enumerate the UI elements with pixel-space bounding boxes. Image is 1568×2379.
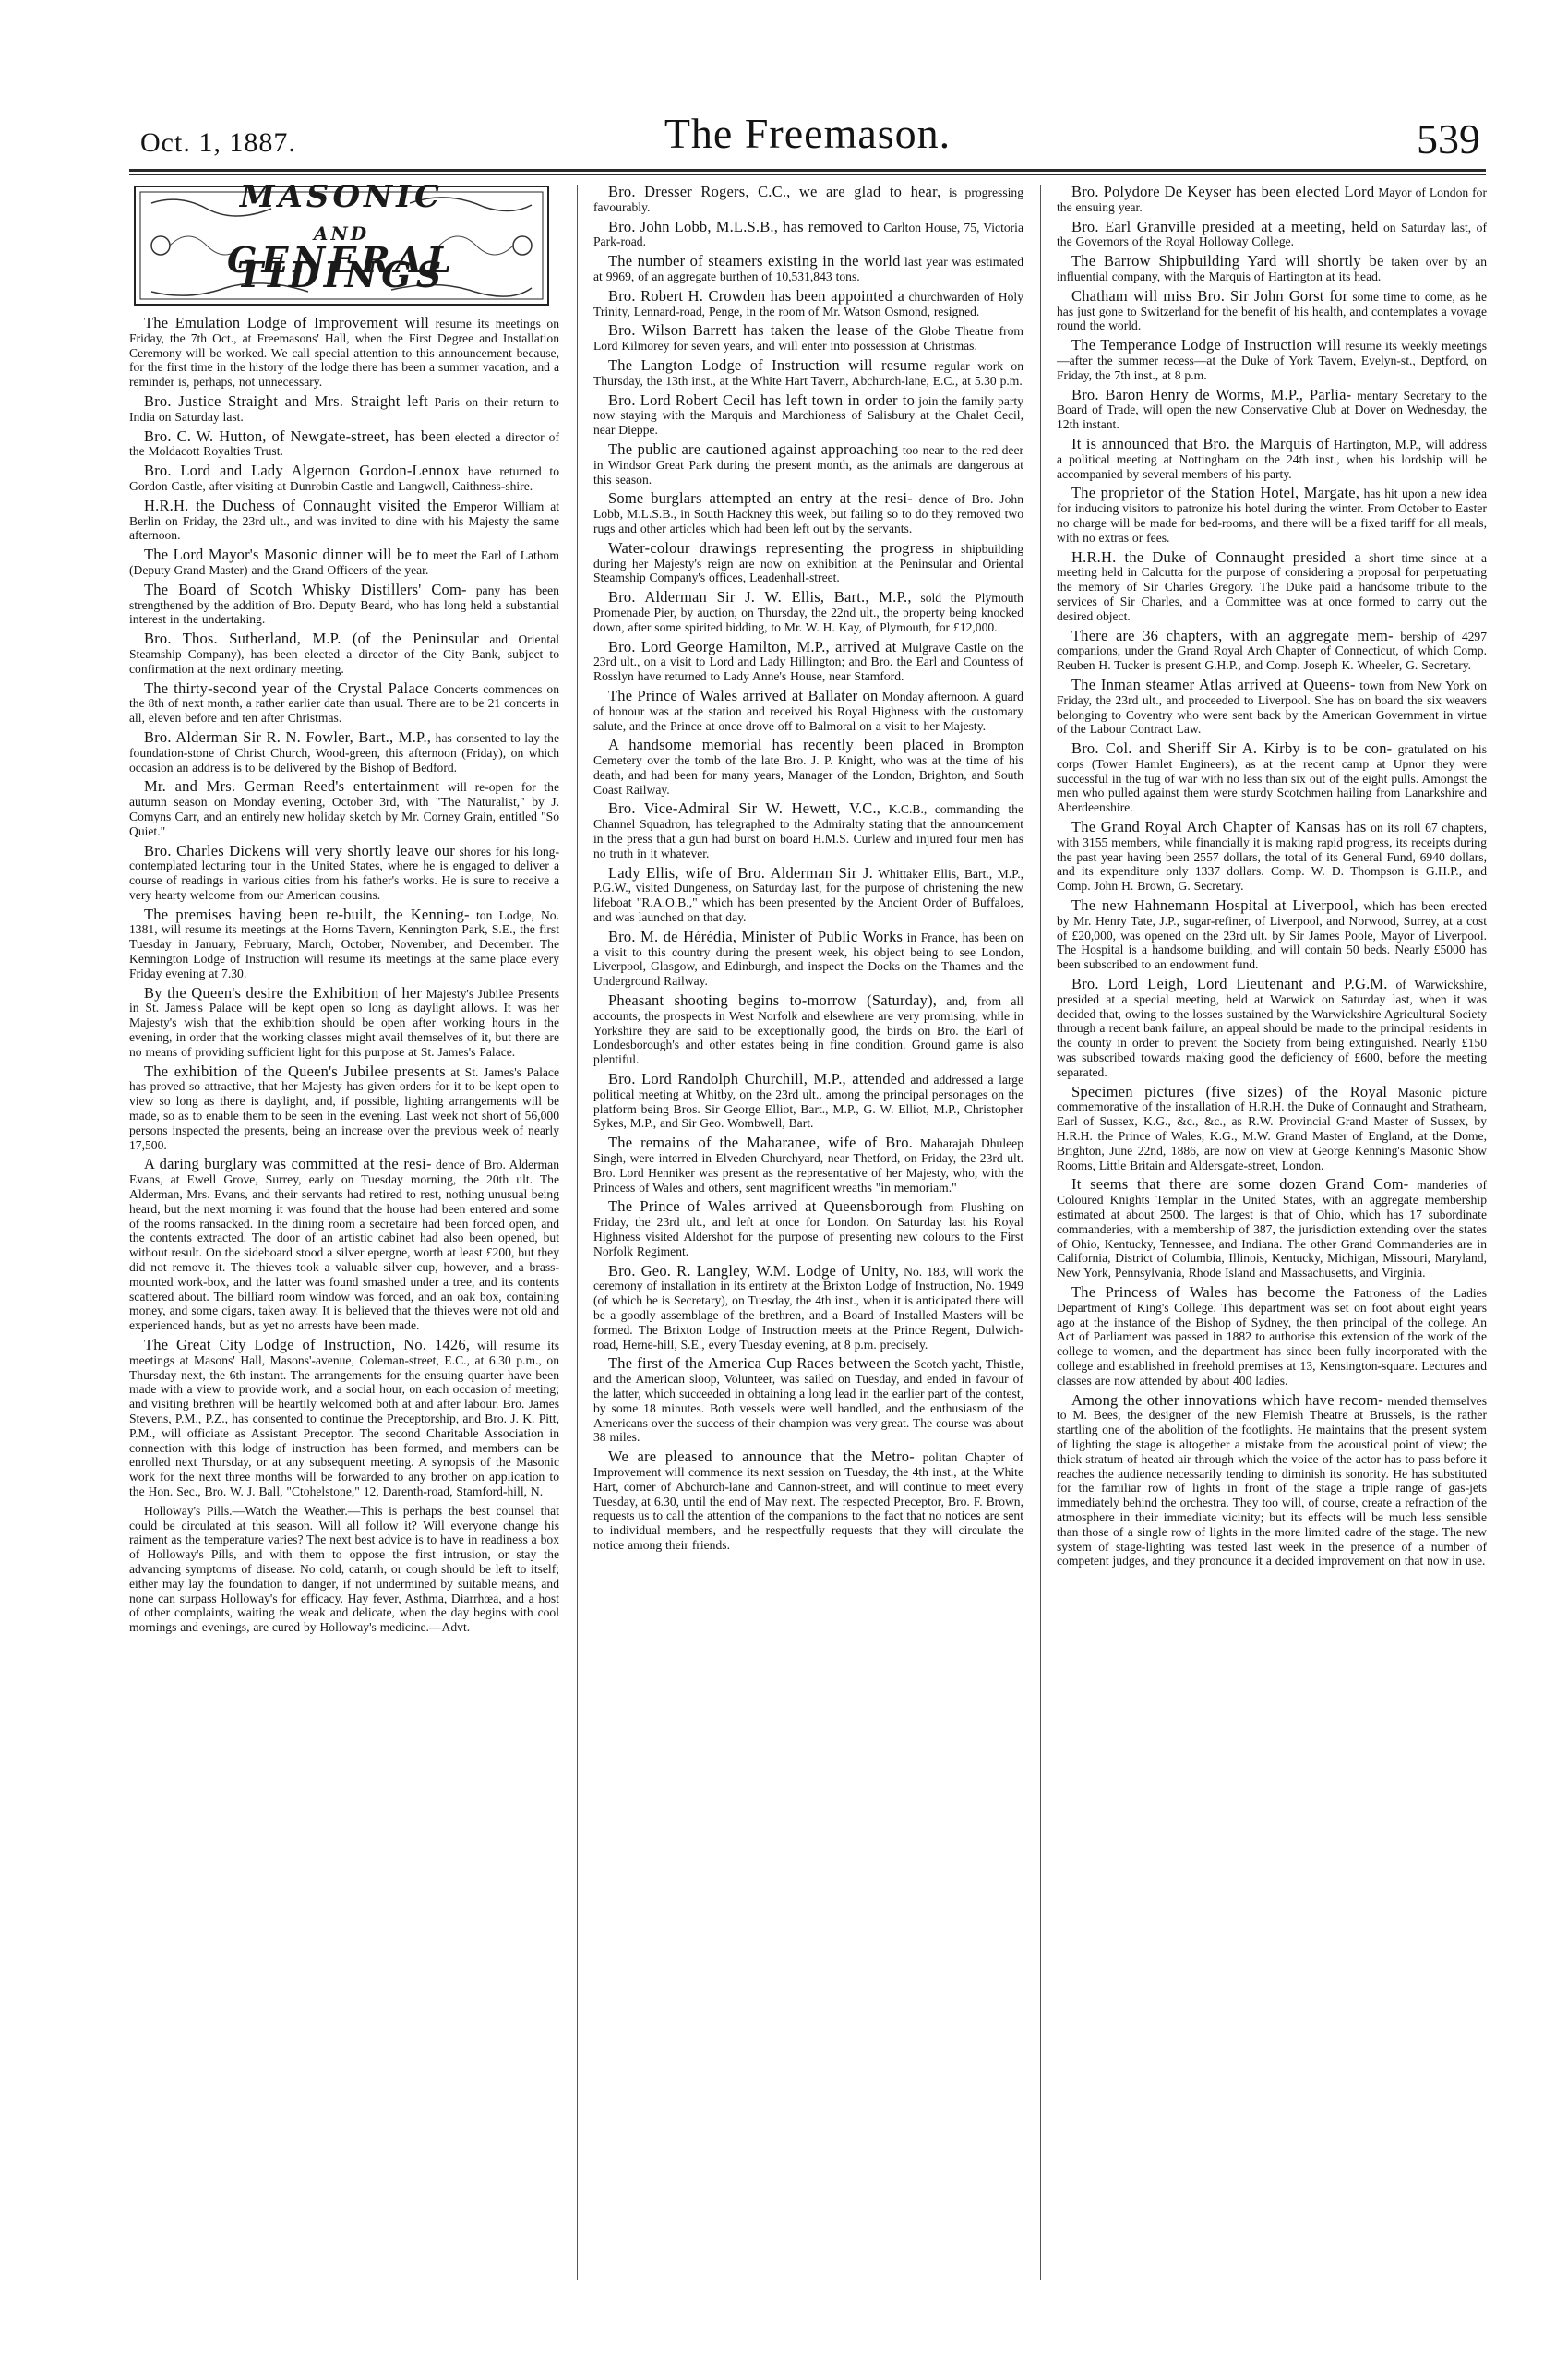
news-item-text: Emperor William at Berlin on Friday, the 23rd ult., and was invited to dine with his Majesty the same afternoon. xyxy=(129,499,559,543)
news-item-lead: Bro. Col. and Sheriff Sir A. Kirby is to be con- xyxy=(1071,739,1393,758)
news-item xyxy=(593,637,1023,684)
news-item xyxy=(593,993,1023,1067)
news-item xyxy=(129,841,559,903)
news-item-text: No. 183, will work the ceremony of installation in its entirety at the Brixton Lodge of Instruction, No. 1949 (of which he is Secretary), on Tuesday, the 4th inst., when it is anticipated there will be a goodly assemblage of the brethren, and a Board of Installed Masters will be formed. The Brixton Lodge of Instruction meets at the Prince Regent, Dulwich-road, Herne-hill, S.E., every Tuesday evening, at 8 p.m. precisely. xyxy=(593,1264,1023,1352)
news-item xyxy=(1057,286,1487,333)
section-banner xyxy=(133,185,550,306)
news-item-lead: The Great City Lodge of Instruction, No. 1426, xyxy=(144,1336,471,1353)
news-item-lead: The thirty-second year of the Crystal Palace xyxy=(144,679,429,697)
news-item-lead: It is announced that Bro. the Marquis of xyxy=(1071,434,1330,452)
news-item-lead: Bro. Dresser Rogers, C.C., we are glad to hear, xyxy=(608,185,941,200)
news-item xyxy=(129,681,559,726)
news-item-text: elected a director of the Moldacott Royalties Trust. xyxy=(129,429,559,459)
news-item-text: Majesty's Jubilee Presents in St. James's Palace will be kept open so long as daylight allows. It was her Majesty's wish that the exhibition should be open after working hours in the evening, in order that the working classes might avail themselves of it, but there are no means of providing sufficient light for this purpose at St. James's Palace. xyxy=(129,986,559,1059)
news-item-lead: Bro. Baron Henry de Worms, M.P., Parlia- xyxy=(1071,385,1352,403)
news-item xyxy=(129,907,559,981)
news-item xyxy=(593,927,1023,989)
news-item xyxy=(593,439,1023,487)
news-item-text: of Warwickshire, presided at a special meeting, held at Warwick on Saturday last, when it was decided that, owing to the losses sustained by the Warwickshire Agricultural Society through a recent bank failure, an appeal should be made to the principal residents in the county in order to prevent the Society from being extinguished. Nearly £150 was subscribed towards making good the deficiency of £600, before the meeting separated. xyxy=(1057,978,1487,1079)
news-item xyxy=(593,738,1023,797)
news-item-lead: Bro. Lord George Hamilton, M.P., arrived at xyxy=(608,637,897,655)
news-item-text: will resume its meetings at Masons' Hall, Masons'-avenue, Coleman-street, E.C., at 6.30 p.m., on Thursday next, the 6th instant. The arrangements for the ensuing quarter have been made with a view to provide work, and a social hour, on each occasion of meeting; and visiting brethren will be heartily welcomed both at and after labour. Bro. James Stevens, P.M., P.Z., has consented to continue the Preceptorship, and Bro. J. K. Pitt, P.M., will officiate as Assistant Preceptor. The second Charitable Association in connection with this lodge of instruction has been formed, and members can be enrolled next Thursday, or at any subsequent meeting. A synopsis of the Masonic work for the next three months will be forwarded to any brother on application to the Hon. Sec., Bro. W. J. Ball, "Ctohelstone," 12, Darenth-road, Stamford-hill, N. xyxy=(129,1339,559,1498)
news-item-lead: The Board of Scotch Whisky Distillers' Com- xyxy=(144,580,467,598)
news-item-lead: Bro. Vice-Admiral Sir W. Hewett, V.C., xyxy=(608,799,881,818)
news-item xyxy=(593,254,1023,284)
news-item-text: K.C.B., commanding the Channel Squadron, has telegraphed to the Admiralty stating that the announcement in the press that a gun had burst on board H.M.S. Curlew and injured four men has no truth in it whatever. xyxy=(593,802,1023,860)
masthead-rule-thin xyxy=(129,174,1486,175)
news-item-text: which has been erected by Mr. Henry Tate, J.P., sugar-refiner, of Liverpool, and Norwood, Surrey, at a cost of £20,000, was opened on the 23rd ult. by Sir James Poole, Mayor of Liverpool. The Hospital is a handsome building, and will contain 50 beds. Nearly £5000 has been subscribed to an endowment fund. xyxy=(1057,899,1487,972)
news-item xyxy=(1057,741,1487,815)
column-3-paragraphs xyxy=(1057,185,1487,1568)
news-item xyxy=(593,491,1023,535)
news-item-text: churchwarden of Holy Trinity, Lennard-road, Penge, in the room of Mr. Watson Osmond, resigned. xyxy=(593,289,1023,318)
news-item xyxy=(593,1356,1023,1445)
news-item-lead: The exhibition of the Queen's Jubilee presents xyxy=(144,1062,446,1080)
masthead xyxy=(129,109,1486,164)
news-item-lead: Bro. Earl Granville presided at a meeting, held xyxy=(1071,217,1379,235)
news-item-lead: The remains of the Maharanee, wife of Bro. xyxy=(608,1134,913,1152)
news-item xyxy=(1057,547,1487,624)
news-item xyxy=(1057,1177,1487,1280)
news-item-lead: We are pleased to announce that the Metro- xyxy=(608,1448,915,1466)
news-item xyxy=(1057,434,1487,481)
news-item-text: mended themselves to M. Bees, the designer of the new Flemish Theatre at Brussels, is the rather startling one of the abolition of the footlights. He maintains that the present system of lighting the stage is altogether a mistake from the acoustical point of view; the thick stratum of heated air through which the voice of the actor has to pass before it reaches the audience necessarily tending to diminish its sonority. He has substituted for the familiar row of lights in front of the stage a triple range of gas-jets immediately behind the orchestra. They too will, of course, create a refraction of the atmosphere in their immediate vicinity; but its effects will be much less sensible than those of a single row of lights in the more limited cadre of the stage. The new system of stage-lighting was tested last week in the presence of a number of competent judges, and they pronounce it a decided improvement on that now in use. xyxy=(1057,1393,1487,1568)
news-item-text: Carlton House, 75, Victoria Park-road. xyxy=(593,220,1023,249)
news-item-lead: Some burglars attempted an entry at the resi- xyxy=(608,489,913,508)
news-item xyxy=(593,538,1023,585)
news-item xyxy=(593,863,1023,925)
news-item-lead: The Prince of Wales arrived at Queensborough xyxy=(608,1197,923,1216)
banner-title-masonic: MASONIC xyxy=(239,185,444,215)
news-item-text: and, from all accounts, the prospects in West Norfolk and elsewhere are very promising, while in Yorkshire they are said to be exceptionally good, the birds on Bro. the Earl of Londesborough's and other estates being in fine condition. Ground game is also plentiful. xyxy=(593,994,1023,1067)
column-3 xyxy=(1057,185,1487,2289)
news-item xyxy=(593,390,1023,438)
news-item xyxy=(1057,675,1487,737)
news-item-lead: Pheasant shooting begins to-morrow (Saturday), xyxy=(608,991,938,1010)
news-item-text: Concerts commences on the 8th of next month, a rather earlier date than usual. There are to be 21 concerts in all, eleven before and ten after Christmas. xyxy=(129,681,559,726)
news-item xyxy=(593,686,1023,733)
news-item xyxy=(129,727,559,775)
news-item-lead: There are 36 chapters, with an aggregate mem- xyxy=(1071,626,1394,644)
news-item-text: town from New York on Friday, the 23rd ult., and proceeded to Liverpool. She has on board the six weavers belonging to Coventry who were sent back by the American Government in virtue of the Labour Contract Law. xyxy=(1057,678,1487,737)
news-item-lead: Bro. Wilson Barrett has taken the lease of the xyxy=(608,321,914,340)
news-item-lead: Bro. Lord and Lady Algernon Gordon-Lennox xyxy=(144,462,461,480)
news-item-text: shores for his long-contemplated lecturing tour in the United States, where he is engaged to deliver a course of readings in various cities from his father's works. He is sure to receive a very hearty welcome from our American cousins. xyxy=(129,844,559,902)
news-item xyxy=(593,217,1023,250)
news-item-lead: The Inman steamer Atlas arrived at Queens- xyxy=(1071,675,1356,693)
column-2-paragraphs xyxy=(593,185,1023,1553)
news-item-text: at St. James's Palace has proved so attractive, that her Majesty has given orders for it to be kept open to view so long as there is daylight, and, if possible, lighting arrangements will be made, so as to enable them to be seen in the evening. Last week not short of 56,000 persons inspected the presents, being an increase over the previous week of nearly 17,500. xyxy=(129,1064,559,1152)
news-item-lead: Bro. Geo. R. Langley, W.M. Lodge of Unity, xyxy=(608,1261,900,1280)
news-item xyxy=(129,1064,559,1153)
column-1-paragraphs xyxy=(129,316,559,1635)
news-item xyxy=(129,983,559,1060)
news-item xyxy=(593,1072,1023,1131)
news-item-text: has hit upon a new idea for inducing visitors to patronize his hotel during the winter. From October to Easter no charge will be made for bed-rooms, and there will be a fixed tariff for all meals, with no extras or fees. xyxy=(1057,487,1487,545)
news-item-lead: The premises having been re-built, the Kenning- xyxy=(144,905,470,923)
news-item-text: from Flushing on Friday, the 23rd ult., and left at once for London. On Saturday last his Royal Highness visited Aldershot for the purpose of presenting new colours to the First Norfolk Regiment. xyxy=(593,1200,1023,1258)
news-item-text: sold the Plymouth Promenade Pier, by auction, on Thursday, the 22nd ult., the property being knocked down, after some spirited bidding, to Mr. W. H. Kay, of Plymouth, for £12,000. xyxy=(593,591,1023,634)
news-item xyxy=(129,391,559,425)
column-1 xyxy=(129,185,559,2289)
news-item-text: will re-open for the autumn season on Monday evening, October 3rd, with "The Naturalist," by J. Comyns Carr, and an entirely new holiday sketch by Mr. Corney Grain, entitled "So Quiet." xyxy=(129,780,559,838)
news-item-lead: The Langton Lodge of Instruction will resume xyxy=(608,355,927,374)
news-item xyxy=(1057,217,1487,250)
news-item xyxy=(1057,977,1487,1080)
news-item-lead: The Emulation Lodge of Improvement will xyxy=(144,314,430,331)
news-item-lead: The public are cautioned against approaching xyxy=(608,439,899,458)
news-item-lead: Bro. Lord Randolph Churchill, M.P., attended xyxy=(608,1070,905,1088)
news-item-lead: Bro. C. W. Hutton, of Newgate-street, has been xyxy=(144,427,450,445)
news-item-text: Monday afternoon. A guard of honour was at the station and received his Royal Highness with the customary salute, and the Prince at once drove off to Balmoral on a visit to her Majesty. xyxy=(593,689,1023,733)
news-item-text: too near to the red deer in Windsor Great Park during the present month, as the animals are dangerous at this season. xyxy=(593,442,1023,487)
news-item-lead: Bro. Robert H. Crowden has been appointed a xyxy=(608,286,904,305)
news-item xyxy=(593,801,1023,860)
masthead-rule xyxy=(129,169,1486,172)
news-item-text: on Saturday last, of the Governors of the Royal Holloway College. xyxy=(1057,220,1487,249)
news-item-lead: Bro. Alderman Sir R. N. Fowler, Bart., M.P., xyxy=(144,727,432,746)
news-item-lead: The number of steamers existing in the world xyxy=(608,252,901,270)
news-item-lead: Bro. M. de Hérédia, Minister of Public Works xyxy=(608,927,904,945)
news-item xyxy=(1057,626,1487,673)
news-item xyxy=(593,185,1023,215)
news-item-lead: Bro. Alderman Sir J. W. Ellis, Bart., M.P., xyxy=(608,588,912,607)
page-number: 539 xyxy=(1417,115,1480,162)
news-item-text: manderies of Coloured Knights Templar in the United States, with an aggregate membership estimated at about 2500. The largest is that of Ohio, which has 17 subordinate commanderies, with a membership of 387, the jurisdiction extending over the states of Ohio, Kentucky, Tennessee, and Indiana. The other Grand Commanderies are in California, District of Columbia, Illinois, Kentucky, Michigan, Missouri, Maryland, New York, Pennsylvania, Rhode Island and Massachusetts, and Virginia. xyxy=(1057,1178,1487,1280)
news-item-text: Holloway's Pills.—Watch the Weather.—This is perhaps the best counsel that could be circulated at this season. Will all follow it? Will everyone change his raiment as the temperature varies? The next best advice is to have in readiness a box of Holloway's Pills, and with them to oppose the first intrusion, or stay the advancing symptoms of disease. No cold, catarrh, or cough should be left to itself; either may lay the foundation to danger, if not undermined by suitable means, and none can surpass Holloway's for efficacy. Hay fever, Asthma, Diarrhœa, and a host of other complaints, waiting the weak and delicate, when the day begins with cool mornings and evenings, are cured by Holloway's medicine.—Advt. xyxy=(129,1503,559,1635)
news-item-text: Globe Theatre from Lord Kilmorey for seven years, and will enter into possession at Christmas. xyxy=(593,324,1023,354)
news-item xyxy=(129,779,559,838)
news-item-text: Mulgrave Castle on the 23rd ult., on a visit to Lord and Lady Hillington; and Bro. the Earl and Countess of Rosslyn have returned to Lady Anne's House, near Stamford. xyxy=(593,640,1023,684)
news-item xyxy=(1057,1282,1487,1388)
news-item-lead: Bro. Justice Straight and Mrs. Straight left xyxy=(144,391,428,410)
column-divider xyxy=(577,185,578,2280)
news-item xyxy=(1057,338,1487,382)
news-item-lead: The first of the America Cup Races between xyxy=(608,1354,892,1373)
news-item-lead: Bro. Lord Leigh, Lord Lieutenant and P.G.M. xyxy=(1071,975,1388,993)
news-item-lead: Bro. John Lobb, M.L.S.B., has removed to xyxy=(608,217,880,235)
news-item-text: mentary Secretary to the Board of Trade, will open the new Conservative Club at Dover on Wednesday, the 12th instant. xyxy=(1057,388,1487,432)
issue-date: Oct. 1, 1887. xyxy=(140,127,296,158)
news-item xyxy=(593,286,1023,319)
news-item-text: join the family party now staying with the Marquis and Marchioness of Salisbury at the Chalet Cecil, near Dieppe. xyxy=(593,393,1023,438)
news-item-lead: Bro. Polydore De Keyser has been elected Lord xyxy=(1071,185,1375,200)
news-item xyxy=(129,1504,559,1635)
news-item xyxy=(129,1157,559,1333)
news-item-text: has consented to lay the foundation-stone of Christ Church, Wood-green, this afternoon (Friday), on which occasion an address is to be delivered by the Bishop of Bedford. xyxy=(129,730,559,775)
news-item xyxy=(593,1261,1023,1352)
news-item-lead: The Temperance Lodge of Instruction will xyxy=(1071,336,1342,354)
news-item-text: in shipbuilding during her Majesty's reign are now on exhibition at the Peninsular and Oriental Steamship Company's offices, Leadenhall-street. xyxy=(593,541,1023,585)
news-item-text: last year was estimated at 9969, of an aggregate burthen of 10,531,843 tons. xyxy=(593,255,1023,283)
news-item xyxy=(593,355,1023,389)
news-item-text: resume its weekly meetings—after the summer recess—at the Duke of York Tavern, Evelyn-st., Deptford, on Friday, the 7th inst., at 8 p.m. xyxy=(1057,339,1487,382)
news-item-lead: The Barrow Shipbuilding Yard will shortly be xyxy=(1071,252,1384,270)
news-item-text: have returned to Gordon Castle, after visiting at Dunrobin Castle and Langwell, Caithness-shire. xyxy=(129,464,559,493)
news-item-text: politan Chapter of Improvement will commence its next session on Tuesday, the 4th inst., at the White Hart, corner of Abchurch-lane and Cannon-street, and will continue to meet every Tuesday, at 6.30, until the end of May next. The respected Preceptor, Bro. F. Brown, requests us to call the attention of the companions to the fact that no notices are sent to individual members, and he respectfully requests that they will circulate the notice among their friends. xyxy=(593,1450,1023,1552)
news-item xyxy=(1057,254,1487,284)
banner-title-general-tidings: GENERAL TIDINGS xyxy=(227,239,456,295)
news-item-text: is progressing favourably. xyxy=(593,186,1023,214)
news-item-lead: By the Queen's desire the Exhibition of her xyxy=(144,983,423,1002)
news-item-text: on its roll 67 chapters, with 3155 members, while financially it is making rapid progress, its receipts during the past year having been 2557 dollars, the total of its General Fund, 6940 dollars, and its expenditure only 1337 dollars. Comp. W. D. Thompson is G.H.P., and Comp. John H. Brown, G. Secretary. xyxy=(1057,821,1487,894)
news-item-lead: The new Hahnemann Hospital at Liverpool, xyxy=(1071,896,1359,915)
news-item-lead: Water-colour drawings representing the progress xyxy=(608,538,935,557)
news-item-lead: The Lord Mayor's Masonic dinner will be to xyxy=(144,546,429,564)
news-item-text: Paris on their return to India on Saturday last. xyxy=(129,394,559,424)
news-item-lead: A handsome memorial has recently been placed xyxy=(608,736,945,754)
news-item-lead: The Princess of Wales has become the xyxy=(1071,1282,1345,1301)
news-item-lead: The Grand Royal Arch Chapter of Kansas has xyxy=(1071,818,1367,836)
news-item-lead: A daring burglary was committed at the resi- xyxy=(144,1155,432,1173)
news-item-lead: It seems that there are some dozen Grand Com- xyxy=(1071,1175,1409,1194)
news-item-lead: Bro. Lord Robert Cecil has left town in order to xyxy=(608,390,916,409)
news-item-text: short time since at a meeting held in Calcutta for the purpose of considering a proposal for perpetuating the memory of Sir Charles Gregory. The Duke paid a handsome tribute to the services of Sir Charles, and a Committee was at once formed to carry out the desired object. xyxy=(1057,550,1487,623)
news-item xyxy=(593,1449,1023,1553)
news-item-text: resume its meetings on Friday, the 7th Oct., at Freemasons' Hall, when the First Degree and Installation Ceremony will be worked. We call special attention to this announcement because, for the first time in the history of the lodge there has been a summer vacation, and a reminder is, perhaps, not unnecessary. xyxy=(129,317,559,390)
banner-title-and: AND xyxy=(313,222,370,245)
news-item xyxy=(129,496,559,543)
newspaper-title: The Freemason. xyxy=(664,110,952,157)
news-item-text: in France, has been on a visit to this country during the present week, his object being to see London, Liverpool, Glasgow, and Edinburgh, and inspect the Docks on the Thames and the Underground Railway. xyxy=(593,930,1023,989)
news-item xyxy=(1057,185,1487,215)
news-item xyxy=(1057,1082,1487,1173)
news-item xyxy=(593,1135,1023,1195)
news-item-text: Whittaker Ellis, Bart., M.P., P.G.W., visited Dungeness, on Saturday last, for the purpose of christening the new lifeboat "R.A.O.B.," which has been presented by the Ancient Order of Buffaloes, and was launched on that day. xyxy=(593,866,1023,925)
news-item-text: and Oriental Steamship Company), has been elected a director of the City Bank, subject to confirmation at the next ordinary meeting. xyxy=(129,632,559,676)
news-item-text: Maharajah Dhuleep Singh, were interred in Elveden Churchyard, near Thetford, on Friday, the 23rd ult. Bro. Lord Henniker was present as the representative of her Majesty, who, with the Princess of Wales and others, sent magnificent wreaths "in memoriam." xyxy=(593,1136,1023,1195)
news-item-text: regular work on Thursday, the 13th inst., at the White Hart Tavern, Abchurch-lane, E.C., at 5.30 p.m. xyxy=(593,358,1023,388)
news-item-text: dence of Bro. Alderman Evans, at Ewell Grove, Surrey, early on Tuesday morning, the 20th ult. The Alderman, Mrs. Evans, and their servants had retired to rest, nothing unusual being heard, but the next morning it was found that the house had been entered and some of the rooms ransacked. In the dining room a secretaire had been forced open, and the contents extracted. The door of an artistic cabinet had also been opened, but without result. On the sideboard stood a silver epergne, worth at least £200, but they did not remove it. The thieves took a valuable silver cup, however, and a brass-mounted work-box, and the latter was found smashed under a tree, and its contents scattered about. The billiard room window was forced, and an oak box, containing money, and some cigars, taken away. It is believed that the thieves were not old and experienced hands, but as yet no arrests have been made. xyxy=(129,1158,559,1333)
news-item-lead: Among the other innovations which have recom- xyxy=(1071,1390,1383,1409)
news-item xyxy=(593,323,1023,354)
news-item-lead: The proprietor of the Station Hotel, Margate, xyxy=(1071,484,1360,502)
news-item xyxy=(1057,1390,1487,1569)
news-item-text: meet the Earl of Lathom (Deputy Grand Master) and the Grand Officers of the year. xyxy=(129,548,559,577)
news-item-text: ton Lodge, No. 1381, will resume its meetings at the Horns Tavern, Kennington Park, S.E., the first Tuesday in January, February, March, October, November, and December. The Kennington Lodge of Instruction will resume its meetings at the same place every Friday evening at 7.30. xyxy=(129,907,559,980)
news-item-lead: The Prince of Wales arrived at Ballater on xyxy=(608,686,879,704)
news-item xyxy=(129,429,559,460)
news-item-lead: Mr. and Mrs. German Reed's entertainment xyxy=(144,777,440,796)
news-item-text: Hartington, M.P., will address a political meeting at Nottingham on the 24th inst., when his lordship will be accompanied by several members of his party. xyxy=(1057,437,1487,481)
news-item xyxy=(129,316,559,390)
news-item xyxy=(129,631,559,676)
news-item-text: Patroness of the Ladies Department of King's College. This department was set on foot about eight years ago at the instance of the Bishop of Sydney, the then principal of the college. An Act of Parliament was passed in 1882 to authorise this extension of the work of the college to women, and the department has since been fully incorporated with the college and established in freehold premises at 13, Kensington-square. Lectures and classes are now attended by about 400 ladies. xyxy=(1057,1285,1487,1388)
news-item-text: in Brompton Cemetery over the tomb of the late Bro. J. P. Knight, who was at the time of his death, and had been for many years, Manager of the London, Brighton, and South Coast Railway. xyxy=(593,739,1023,797)
news-item xyxy=(129,580,559,627)
news-item-lead: Chatham will miss Bro. Sir John Gorst for xyxy=(1071,286,1348,305)
news-item-lead: H.R.H. the Duchess of Connaught visited the xyxy=(144,496,448,514)
news-item xyxy=(593,590,1023,634)
news-item-text: taken over by an influential company, with the Marquis of Hartington at its head. xyxy=(1057,255,1487,283)
news-item-lead: Specimen pictures (five sizes) of the Royal xyxy=(1071,1082,1388,1100)
news-item-text: and addressed a large political meeting at Whitby, on the 23rd ult., among the principal personages on the platform being Bros. Sir George Elliot, Bart., M.P., G. W. Elliot, M.P., Christopher Sykes, M.P., and Sir Geo. Wombwell, Bart. xyxy=(593,1073,1023,1131)
news-item xyxy=(129,547,559,578)
news-item-text: dence of Bro. John Lobb, M.L.S.B., in South Hackney this week, but failing so to do they removed two rugs and other articles which had been left out by the servants. xyxy=(593,492,1023,535)
news-item-text: the Scotch yacht, Thistle, and the American sloop, Volunteer, was sailed on Tuesday, and ended in favour of the latter, which succeeded in obtaining a long lead in the earlier part of the contest, by some 18 minutes. Both vessels were well handled, and the enthusiasm of the Americans over the success of their champion was very great. The course was about 38 miles. xyxy=(593,1357,1023,1445)
news-item-lead: H.R.H. the Duke of Connaught presided a xyxy=(1071,547,1361,566)
news-item-lead: Bro. Thos. Sutherland, M.P. (of the Peninsular xyxy=(144,630,479,648)
news-item xyxy=(129,463,559,494)
news-item xyxy=(1057,385,1487,432)
news-item-text: bership of 4297 companions, under the Grand Royal Arch Chapter of Connecticut, of which Comp. Reuben H. Tucker is present G.H.P., and Comp. Joseph K. Wheeler, G. Secretary. xyxy=(1057,629,1487,673)
news-item xyxy=(1057,486,1487,545)
news-item xyxy=(1057,898,1487,972)
news-item xyxy=(129,1338,559,1499)
news-item xyxy=(593,1199,1023,1258)
column-2 xyxy=(593,185,1023,2289)
news-item-text: pany has been strengthened by the addition of Bro. Deputy Beard, who has long held a substantial interest in the undertaking. xyxy=(129,583,559,627)
news-item-text: Masonic picture commemorative of the installation of H.R.H. the Duke of Connaught and Strathearn, Earl of Sussex, K.G., &c., &c., as R.W. Provincial Grand Master of Sussex, by H.R.H. the Prince of Wales, K.G., M.W. Grand Master of England, at the Dome, Brighton, June 22nd, 1886, are now on view at George Kenning's Masonic Show Rooms, Little Britain and Aldersgate-street, London. xyxy=(1057,1085,1487,1172)
column-divider xyxy=(1040,185,1041,2280)
news-item-lead: Lady Ellis, wife of Bro. Alderman Sir J. xyxy=(608,863,873,882)
news-item-text: gratulated on his corps (Tower Hamlet Engineers), as at the recent camp at Upnor they were successful in the tug of war with no less than six out of the eight pulls. Amongst the men who pulled against them were sturdy Scotchmen hailing from Lanarkshire and Aberdeenshire. xyxy=(1057,742,1487,815)
news-item xyxy=(1057,820,1487,894)
news-item-text: Mayor of London for the ensuing year. xyxy=(1057,186,1487,214)
news-item-text: some time to come, as he has just gone to Switzerland for the benefit of his health, and contemplates a voyage round the world. xyxy=(1057,289,1487,333)
news-item-lead: Bro. Charles Dickens will very shortly leave our xyxy=(144,841,455,859)
